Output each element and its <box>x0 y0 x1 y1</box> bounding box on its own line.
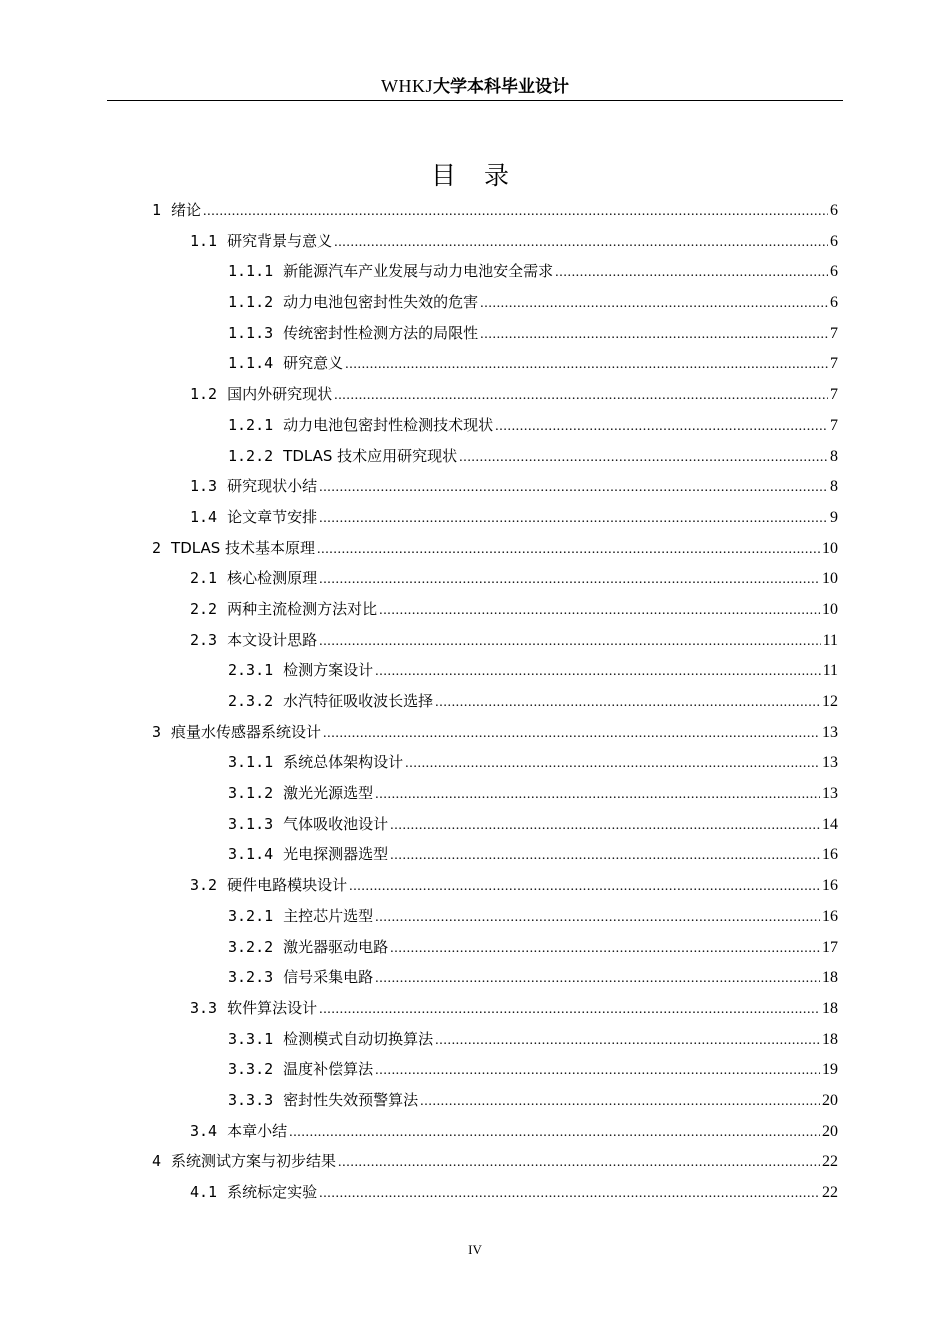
toc-entry-title: 软件算法设计 <box>227 998 318 1017</box>
toc-entry-number: 3.1.1 <box>228 753 274 772</box>
toc-entry-title: 本文设计思路 <box>227 630 318 649</box>
toc-entry[interactable] <box>150 901 838 932</box>
toc-entry[interactable] <box>150 502 838 533</box>
toc-entry-title: 检测模式自动切换算法 <box>283 1029 434 1048</box>
toc-entry-number: 2.3.1 <box>228 661 274 680</box>
toc-leader-dots <box>334 381 828 412</box>
toc-entry-page: 9 <box>830 508 838 526</box>
toc-entry[interactable] <box>150 686 838 717</box>
toc-entry[interactable] <box>150 533 838 564</box>
toc-entry[interactable] <box>150 1177 838 1208</box>
toc-leader-dots <box>323 719 820 750</box>
toc-entry-number: 3 <box>152 722 162 741</box>
toc-entry-page: 18 <box>822 1030 838 1048</box>
toc-entry-number: 3.2.2 <box>228 937 274 956</box>
toc-entry-number: 3.2.1 <box>228 906 274 925</box>
toc-entry-title: 研究现状小结 <box>227 477 318 496</box>
toc-entry-page: 10 <box>822 570 838 588</box>
toc-entry-number: 1.2.1 <box>228 415 274 434</box>
toc-entry-page: 16 <box>822 846 838 864</box>
toc-entry-number: 3.1.4 <box>228 845 274 864</box>
toc-leader-dots <box>420 1087 820 1118</box>
toc-entry-title: 新能源汽车产业发展与动力电池安全需求 <box>283 262 554 281</box>
toc-entry-page: 12 <box>822 693 838 710</box>
toc-entry-page: 6 <box>830 294 838 312</box>
toc-entry[interactable] <box>150 655 838 686</box>
toc-leader-dots <box>334 228 828 259</box>
toc-entry-page: 10 <box>822 539 838 557</box>
toc-entry-page: 13 <box>822 754 838 772</box>
toc-entry-title: 动力电池包密封性检测技术现状 <box>283 415 494 434</box>
toc-entry-page: 8 <box>830 478 838 496</box>
toc-entry-page: 19 <box>822 1061 838 1079</box>
toc-entry-number: 1.1.1 <box>228 262 274 281</box>
toc-entry-page: 6 <box>830 263 838 281</box>
toc-leader-dots <box>435 688 820 719</box>
toc-entry[interactable] <box>150 993 838 1024</box>
toc-entry[interactable] <box>150 594 838 625</box>
toc-leader-dots <box>319 473 828 504</box>
toc-entry-title: 动力电池包密封性失效的危害 <box>283 293 479 312</box>
toc-leader-dots <box>317 535 820 566</box>
toc-entry-page: 13 <box>822 785 838 803</box>
toc-entry-title: 光电探测器选型 <box>283 845 389 864</box>
toc-entry-title: 传统密封性检测方法的局限性 <box>283 323 479 342</box>
toc-entry-title: 主控芯片选型 <box>283 906 374 925</box>
toc-entry[interactable] <box>150 226 838 257</box>
toc-entry-title: TDLAS 技术基本原理 <box>171 538 315 557</box>
toc-entry-page: 22 <box>822 1184 838 1201</box>
toc-entry-number: 3.2 <box>190 876 218 895</box>
toc-entry-number: 1.3 <box>190 477 218 496</box>
toc-entry-title: 本章小结 <box>227 1121 288 1140</box>
toc-entry[interactable] <box>150 563 838 594</box>
toc-entry[interactable] <box>150 870 838 901</box>
toc-entry[interactable] <box>150 747 838 778</box>
toc-leader-dots <box>390 841 820 872</box>
toc-entry[interactable] <box>150 318 838 349</box>
toc-entry-page: 7 <box>830 416 838 434</box>
toc-entry-number: 3.3.3 <box>228 1090 274 1109</box>
toc-entry-number: 3.1.2 <box>228 784 274 803</box>
toc-entry-number: 1.2.2 <box>228 446 274 465</box>
toc-entry[interactable] <box>150 195 838 226</box>
toc-entry-title: 绪论 <box>171 201 202 219</box>
toc-leader-dots <box>435 1026 820 1057</box>
toc-entry-page: 7 <box>830 386 838 404</box>
toc-entry-number: 2.1 <box>190 569 218 588</box>
toc-entry-number: 3.4 <box>190 1121 218 1140</box>
toc-entry-number: 1.1.4 <box>228 354 274 373</box>
toc-entry-title: 气体吸收池设计 <box>283 814 389 833</box>
toc-entry[interactable] <box>150 1116 838 1147</box>
toc-entry[interactable] <box>150 625 838 656</box>
toc-entry[interactable] <box>150 441 838 472</box>
toc-entry[interactable] <box>150 962 838 993</box>
table-of-contents <box>150 195 838 1208</box>
toc-entry-number: 2.2 <box>190 599 218 618</box>
toc-entry[interactable] <box>150 778 838 809</box>
toc-entry-number: 4.1 <box>190 1183 218 1201</box>
toc-entry-title: 痕量水传感器系统设计 <box>171 722 322 741</box>
toc-leader-dots <box>480 320 828 351</box>
toc-entry[interactable] <box>150 717 838 748</box>
toc-entry-number: 1.2 <box>190 385 218 404</box>
toc-entry[interactable] <box>150 1024 838 1055</box>
toc-entry-number: 2.3 <box>190 630 218 649</box>
toc-leader-dots <box>375 780 820 811</box>
toc-entry-page: 6 <box>830 232 838 250</box>
toc-leader-dots <box>319 504 828 535</box>
toc-leader-dots <box>375 964 820 995</box>
toc-entry-title: 激光光源选型 <box>283 784 374 803</box>
toc-entry-page: 18 <box>822 969 838 987</box>
toc-leader-dots <box>459 443 828 474</box>
toc-entry-number: 3.3 <box>190 998 218 1017</box>
toc-entry-title: 系统测试方案与初步结果 <box>171 1152 337 1171</box>
toc-entry-page: 14 <box>822 815 838 833</box>
header-rule <box>107 100 843 101</box>
toc-entry[interactable] <box>150 410 838 441</box>
toc-entry[interactable] <box>150 1054 838 1085</box>
toc-entry-title: 硬件电路模块设计 <box>227 876 348 895</box>
toc-leader-dots <box>319 1179 820 1210</box>
toc-leader-dots <box>319 995 820 1026</box>
toc-entry-title: 水汽特征吸收波长选择 <box>283 692 434 710</box>
toc-entry[interactable] <box>150 932 838 963</box>
header-latin: WHKJ <box>381 76 433 96</box>
toc-entry[interactable] <box>150 256 838 287</box>
toc-entry-page: 16 <box>822 907 838 925</box>
toc-entry-number: 1.4 <box>190 507 218 526</box>
toc-entry-page: 17 <box>822 938 838 956</box>
toc-entry-number: 1.1.2 <box>228 293 274 312</box>
toc-entry-title: 两种主流检测方法对比 <box>227 599 378 618</box>
toc-entry-number: 4 <box>152 1152 162 1171</box>
toc-entry[interactable] <box>150 379 838 410</box>
toc-entry[interactable] <box>150 348 838 379</box>
toc-leader-dots <box>379 596 820 627</box>
toc-leader-dots <box>345 350 828 381</box>
toc-leader-dots <box>375 1056 820 1087</box>
toc-leader-dots <box>338 1148 820 1179</box>
toc-entry[interactable] <box>150 1146 838 1177</box>
toc-entry-title: 研究背景与意义 <box>227 231 333 250</box>
toc-leader-dots <box>495 412 828 443</box>
toc-leader-dots <box>349 872 820 903</box>
toc-entry-number: 3.2.3 <box>228 968 274 987</box>
toc-leader-dots <box>319 627 820 658</box>
header-title: 大学本科毕业设计 <box>433 77 569 97</box>
toc-entry-number: 3.3.1 <box>228 1029 274 1048</box>
toc-entry-page: 20 <box>822 1091 838 1109</box>
toc-entry-number: 1.1.3 <box>228 323 274 342</box>
toc-entry-page: 6 <box>830 202 838 219</box>
toc-entry-page: 11 <box>822 662 838 680</box>
toc-entry-title: 密封性失效预警算法 <box>283 1090 419 1109</box>
toc-entry-page: 7 <box>830 355 838 373</box>
toc-leader-dots <box>375 903 820 934</box>
toc-entry-title: 信号采集电路 <box>283 968 374 987</box>
toc-entry-title: 激光器驱动电路 <box>283 937 389 956</box>
toc-entry-page: 18 <box>822 999 838 1017</box>
toc-entry[interactable] <box>150 839 838 870</box>
toc-entry-page: 10 <box>822 600 838 618</box>
toc-entry-title: 核心检测原理 <box>227 569 318 588</box>
toc-entry-page: 16 <box>822 877 838 895</box>
toc-entry-number: 2 <box>152 538 162 557</box>
toc-entry-number: 2.3.2 <box>228 692 274 710</box>
toc-leader-dots <box>203 197 828 228</box>
toc-entry-title: 系统总体架构设计 <box>283 753 404 772</box>
toc-entry-page: 7 <box>830 324 838 342</box>
toc-entry-page: 20 <box>822 1122 838 1140</box>
toc-entry-title: TDLAS 技术应用研究现状 <box>283 446 458 465</box>
toc-entry[interactable] <box>150 471 838 502</box>
toc-leader-dots <box>480 289 828 320</box>
toc-leader-dots <box>405 749 820 780</box>
toc-entry-title: 检测方案设计 <box>283 661 374 680</box>
running-header <box>107 72 843 100</box>
toc-entry-page: 22 <box>822 1153 838 1171</box>
toc-entry-title: 论文章节安排 <box>227 507 318 526</box>
toc-entry[interactable] <box>150 1085 838 1116</box>
toc-entry-number: 1 <box>152 201 162 219</box>
toc-entry-page: 13 <box>822 723 838 741</box>
toc-entry-page: 8 <box>830 447 838 465</box>
toc-leader-dots <box>319 565 820 596</box>
toc-entry[interactable] <box>150 809 838 840</box>
toc-leader-dots <box>289 1118 820 1149</box>
toc-leader-dots <box>390 934 820 965</box>
toc-entry-title: 国内外研究现状 <box>227 385 333 404</box>
toc-entry-title: 系统标定实验 <box>227 1183 318 1201</box>
toc-entry-number: 3.3.2 <box>228 1060 274 1079</box>
toc-leader-dots <box>555 258 828 289</box>
toc-title: 目 录 <box>431 161 519 190</box>
toc-leader-dots <box>375 657 820 688</box>
toc-entry-title: 研究意义 <box>283 354 344 373</box>
toc-entry-number: 1.1 <box>190 231 218 250</box>
toc-entry-page: 11 <box>822 631 838 649</box>
toc-entry-number: 3.1.3 <box>228 814 274 833</box>
toc-entry-title: 温度补偿算法 <box>283 1060 374 1079</box>
toc-entry[interactable] <box>150 287 838 318</box>
page-number: IV <box>468 1242 482 1257</box>
toc-leader-dots <box>390 811 820 842</box>
